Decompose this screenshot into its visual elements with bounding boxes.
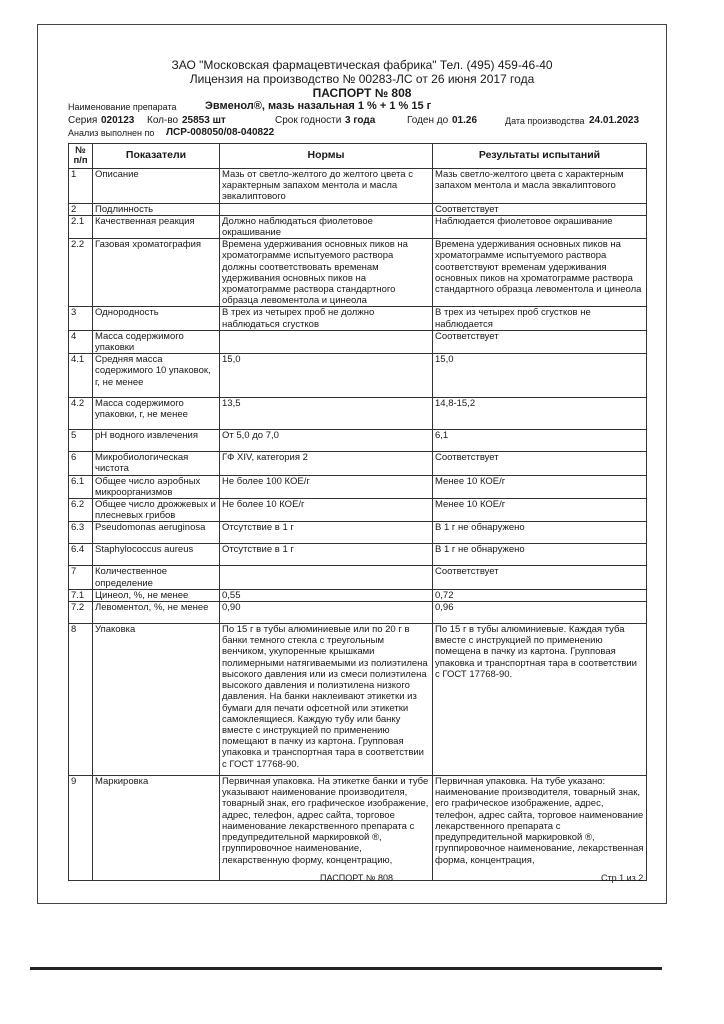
cell-num: 9 [69, 776, 93, 881]
table-row [69, 215, 647, 238]
shelf-label: Срок годности [275, 115, 342, 126]
cell-result: В трех из четырех проб сгустков не наблюдается [433, 307, 647, 330]
cell-num: 8 [69, 624, 93, 776]
cell-param: Staphylococcus aureus [93, 544, 220, 566]
cell-result: 0,96 [433, 602, 647, 624]
cell-param: Масса содержимого упаковки [93, 330, 220, 353]
table-row [69, 475, 647, 498]
cell-param: Общее число аэробных микроорганизмов [93, 475, 220, 498]
cell-num: 6.2 [69, 499, 93, 522]
cell-num: 6.3 [69, 522, 93, 544]
cell-result: Соответствует [433, 330, 647, 353]
cell-norm: Не более 10 КОЕ/г [220, 499, 433, 522]
cell-result: Менее 10 КОЕ/г [433, 475, 647, 498]
cell-norm: Первичная упаковка. На этикетке банки и тубе указывают наименование производителя, товарный знак, его графическое изображение, адрес, телефон, адрес сайта, торговое наименование лекарственного препарата с предупредительной маркировкой ®, группировочное наименование, лекарственную форму, концентрацию, [220, 776, 433, 881]
cell-result: В 1 г не обнаружено [433, 522, 647, 544]
cell-result: 14,8-15,2 [433, 398, 647, 430]
passport-title: ПАСПОРТ № 808 [312, 86, 412, 100]
cell-num: 7.2 [69, 602, 93, 624]
cell-num: 2 [69, 203, 93, 215]
series-label: Серия [68, 115, 98, 126]
cell-norm: Мазь от светло-желтого до желтого цвета с характерным запахом ментола и масла эвкалиптового [220, 169, 433, 204]
cell-norm [220, 203, 433, 215]
cell-param: Подлинность [93, 203, 220, 215]
product-label: Наименование препарата [68, 102, 177, 112]
table-row [69, 330, 647, 353]
date-value: 24.01.2023 [589, 115, 640, 126]
cell-result: 0,72 [433, 589, 647, 601]
analysis-value: ЛСР-008050/08-040822 [166, 127, 275, 138]
cell-result: Первичная упаковка. На тубе указано: наименование производителя, товарный знак, его графическое изображение, адрес, телефон, адрес сайта, торговое наименование лекарственного препарата с предупредительной маркировкой ®, группировочное наименование, лекарственная форма, концентрация, [433, 776, 647, 881]
cell-num: 3 [69, 307, 93, 330]
valid-value: 01.26 [452, 115, 478, 126]
test-results-table [68, 143, 647, 881]
cell-result: Менее 10 КОЕ/г [433, 499, 647, 522]
table-row [69, 544, 647, 566]
table-header-row [69, 144, 647, 169]
table-row [69, 499, 647, 522]
table-row [69, 776, 647, 881]
table-row [69, 203, 647, 215]
table-row [69, 624, 647, 776]
cell-param: Газовая хроматография [93, 239, 220, 307]
page-number: Стр.1 из 2 [601, 873, 644, 883]
series-value: 020123 [101, 115, 135, 126]
cell-num: 6.4 [69, 544, 93, 566]
cell-param: Упаковка [93, 624, 220, 776]
cell-num: 6.1 [69, 475, 93, 498]
cell-norm: 13,5 [220, 398, 433, 430]
valid-label: Годен до [407, 115, 449, 126]
company-line: ЗАО "Московская фармацевтическая фабрика" Тел. (495) 459-46-40 [171, 58, 553, 72]
bottom-rule [30, 967, 662, 970]
cell-param: Цинеол, %, не менее [93, 589, 220, 601]
cell-param: Общее число дрожжевых и плесневых грибов [93, 499, 220, 522]
table-row [69, 354, 647, 398]
analysis-label: Анализ выполнен по [68, 128, 155, 138]
cell-param: Маркировка [93, 776, 220, 881]
cell-norm: От 5,0 до 7,0 [220, 430, 433, 452]
table-row [69, 239, 647, 307]
cell-norm: По 15 г в тубы алюминиевые или по 20 г в банки темного стекла с треугольным венчиком, укупоренные крышками полимерными натягиваемыми из полиэтилена высокого давления или из смеси полиэтилена высокого давления и полиэтилена низкого давления. На банки наклеивают этикетки из бумаги для печати офсетной или этикетки самоклеящиеся. Каждую тубу или банку вместе с инструкцией по применению помещают в пачку из картона. Групповая упаковка и транспортная тара в соответствии с ГОСТ 17768-90. [220, 624, 433, 776]
cell-param: Количественное определение [93, 566, 220, 589]
table-row [69, 566, 647, 589]
cell-num: 6 [69, 452, 93, 475]
table-row [69, 589, 647, 601]
cell-param: Однородность [93, 307, 220, 330]
col-header-norm: Нормы [220, 144, 433, 169]
cell-norm: ГФ XIV, категория 2 [220, 452, 433, 475]
table-row [69, 602, 647, 624]
cell-num: 7.1 [69, 589, 93, 601]
cell-norm: 0,90 [220, 602, 433, 624]
table-row [69, 522, 647, 544]
qty-label: Кол-во [147, 115, 179, 126]
table-row [69, 398, 647, 430]
cell-norm: Отсутствие в 1 г [220, 522, 433, 544]
cell-norm: 0,55 [220, 589, 433, 601]
cell-result: Наблюдается фиолетовое окрашивание [433, 215, 647, 238]
cell-result: По 15 г в тубы алюминиевые. Каждая туба вместе с инструкцией по применению помещена в пачку из картона. Групповая упаковка и транспортная тара в соответствии с ГОСТ 17768-90. [433, 624, 647, 776]
cell-result: В 1 г не обнаружено [433, 544, 647, 566]
table-row [69, 430, 647, 452]
cell-norm: Отсутствие в 1 г [220, 544, 433, 566]
table-row [69, 169, 647, 204]
cell-norm: Должно наблюдаться фиолетовое окрашивание [220, 215, 433, 238]
col-header-num: № п/п [69, 144, 93, 169]
qty-value: 25853 шт [182, 115, 226, 126]
footer-title: ПАСПОРТ № 808 [320, 873, 394, 883]
cell-num: 5 [69, 430, 93, 452]
cell-param: Масса содержимого упаковки, г, не менее [93, 398, 220, 430]
cell-num: 4 [69, 330, 93, 353]
cell-num: 2.2 [69, 239, 93, 307]
date-label: Дата производства [505, 116, 585, 126]
cell-norm: Не более 100 КОЕ/г [220, 475, 433, 498]
col-header-param: Показатели [93, 144, 220, 169]
cell-result: Соответствует [433, 452, 647, 475]
cell-param: pH водного извлечения [93, 430, 220, 452]
cell-num: 4.2 [69, 398, 93, 430]
table-row [69, 452, 647, 475]
cell-result: 6,1 [433, 430, 647, 452]
shelf-value: 3 года [345, 115, 376, 126]
cell-result: Соответствует [433, 566, 647, 589]
cell-num: 4.1 [69, 354, 93, 398]
cell-param: Средняя масса содержимого 10 упаковок, г, не менее [93, 354, 220, 398]
cell-norm: 15,0 [220, 354, 433, 398]
cell-num: 7 [69, 566, 93, 589]
col-header-result: Результаты испытаний [433, 144, 647, 169]
table-row [69, 307, 647, 330]
cell-result: Времена удерживания основных пиков на хроматограмме испытуемого раствора соответствуют временам удерживания основных пиков на хроматограмме раствора стандартного образца левоментола и цинеола [433, 239, 647, 307]
cell-param: Pseudomonas aeruginosa [93, 522, 220, 544]
cell-norm: Времена удерживания основных пиков на хроматограмме испытуемого раствора должны соответствовать временам удерживания основных пиков на хроматограмме раствора стандартного образца левоментола и цинеола [220, 239, 433, 307]
cell-param: Качественная реакция [93, 215, 220, 238]
cell-result: Мазь светло-желтого цвета с характерным запахом ментола и масла эвкалиптового [433, 169, 647, 204]
cell-result: Соответствует [433, 203, 647, 215]
license-line: Лицензия на производство № 00283-ЛС от 26 июня 2017 года [189, 72, 535, 86]
cell-param: Описание [93, 169, 220, 204]
cell-num: 2.1 [69, 215, 93, 238]
product-value: Эвменол®, мазь назальная 1 % + 1 % 15 г [205, 100, 432, 112]
cell-param: Микробиологическая чистота [93, 452, 220, 475]
cell-norm: В трех из четырех проб не должно наблюдаться сгустков [220, 307, 433, 330]
cell-result: 15,0 [433, 354, 647, 398]
cell-param: Левоментол, %, не менее [93, 602, 220, 624]
cell-norm [220, 566, 433, 589]
cell-norm [220, 330, 433, 353]
cell-num: 1 [69, 169, 93, 204]
